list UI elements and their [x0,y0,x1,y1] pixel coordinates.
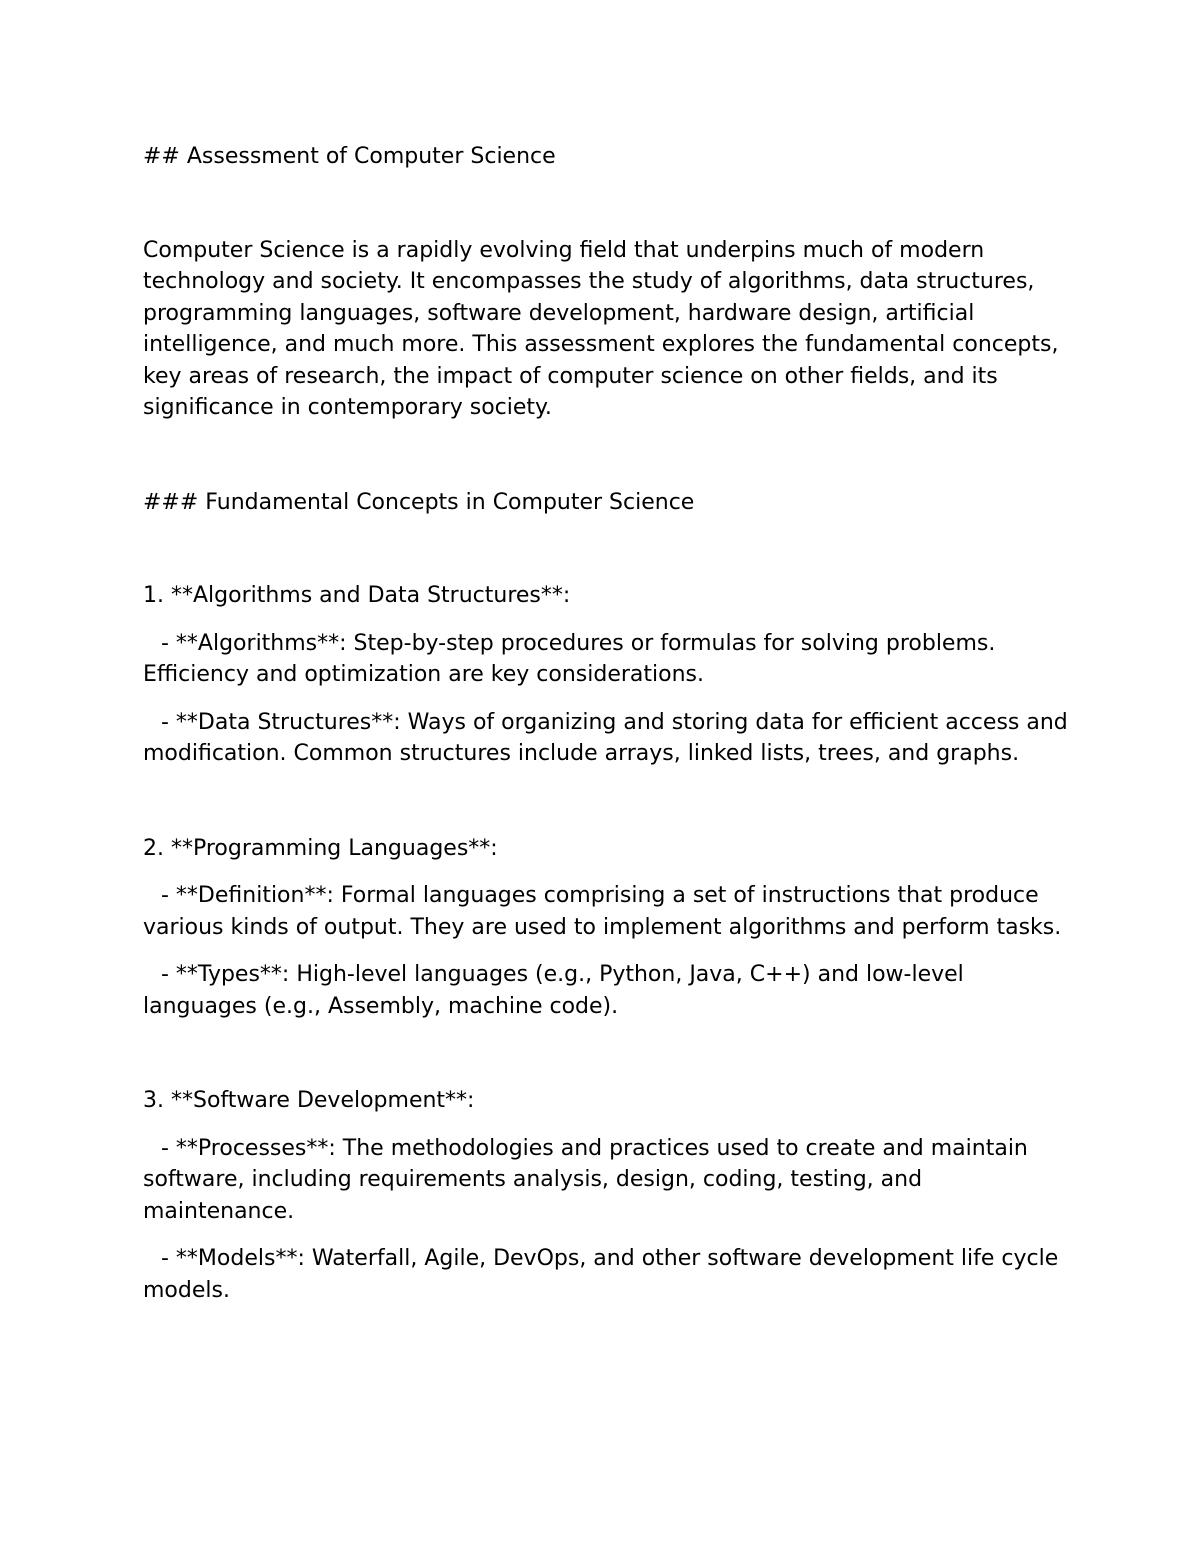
bullet-text: - **Algorithms**: Step-by-step procedures or formulas for solving problems. Efficiency and optimization are key considerations. [143,630,996,687]
list-item-1 [143,580,1068,770]
bullet-item [143,628,1068,691]
item-title: 3. **Software Development**: [143,1088,475,1113]
item-title: 1. **Algorithms and Data Structures**: [143,583,571,608]
section-heading: ### Fundamental Concepts in Computer Science [143,489,695,515]
list-item-3 [143,1085,1068,1306]
bullet-text: - **Types**: High-level languages (e.g., Python, Java, C++) and low-level languages (e.g., Assembly, machine code). [143,962,964,1019]
intro-paragraph: Computer Science is a rapidly evolving field that underpins much of modern technology and society. It encompasses the study of algorithms, data structures, programming languages, software development, hardware design, artificial intelligence, and much more. This assessment explores the fundamental concepts, key areas of research, the impact of computer science on other fields, and its significance in contemporary society. [143,237,1059,420]
list-item-2 [143,833,1068,1023]
bullet-item [143,880,1068,943]
document-body [143,141,1068,1322]
bullet-item [143,959,1068,1022]
bullet-text: - **Data Structures**: Ways of organizing and storing data for efficient access and modification. Common structures include arrays, linked lists, trees, and graphs. [143,709,1068,766]
bullet-text: - **Models**: Waterfall, Agile, DevOps, and other software development life cycle models. [143,1246,1059,1303]
document-title: ## Assessment of Computer Science [143,144,556,169]
bullet-text: - **Definition**: Formal languages comprising a set of instructions that produce various kinds of output. They are used to implement algorithms and perform tasks. [143,883,1062,940]
bullet-item [143,1243,1068,1306]
bullet-item [143,707,1068,770]
bullet-text: - **Processes**: The methodologies and practices used to create and maintain software, including requirements analysis, design, coding, testing, and maintenance. [143,1135,1028,1224]
bullet-item [143,1133,1068,1228]
item-title: 2. **Programming Languages**: [143,835,498,861]
